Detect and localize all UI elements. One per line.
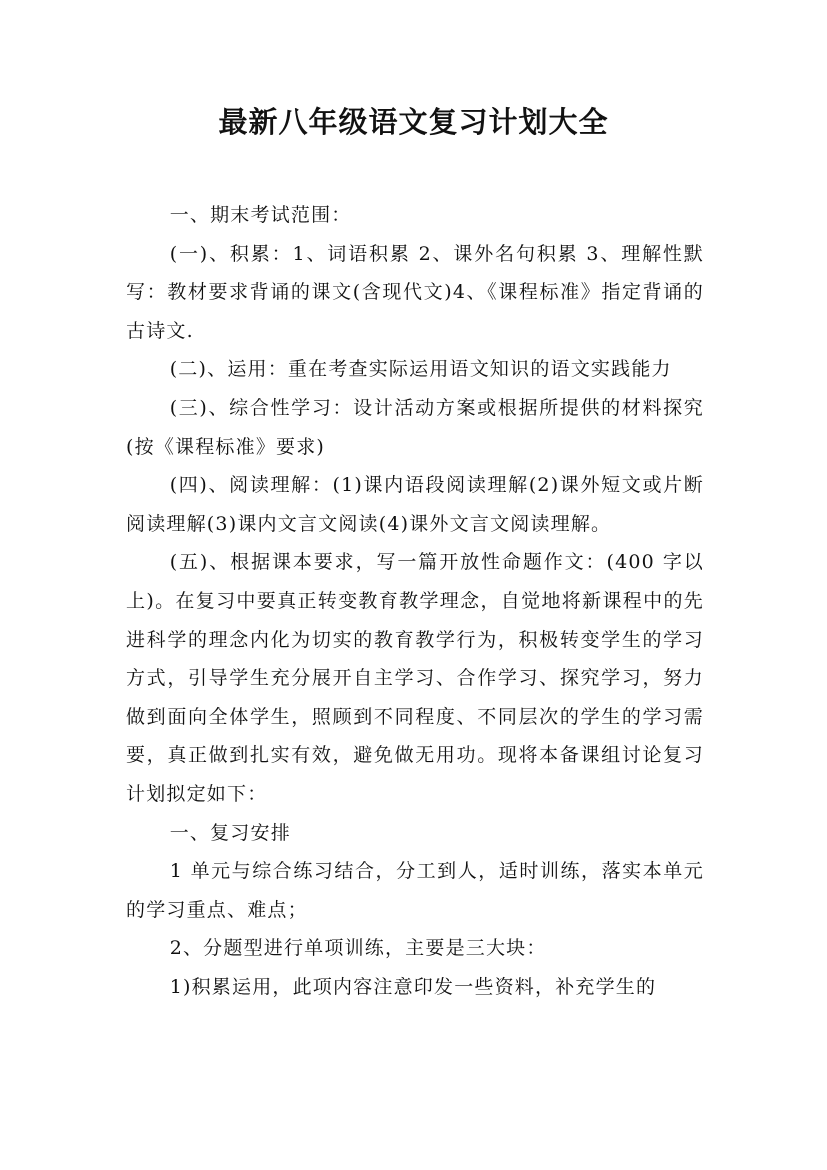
document-title: 最新八年级语文复习计划大全: [218, 105, 609, 139]
paragraph-unit-review: 1 单元与综合练习结合，分工到人，适时训练，落实本单元的学习重点、难点；: [126, 860, 704, 921]
paragraph-reading-comprehension: (四)、阅读理解：(1)课内语段阅读理解(2)课外短文或片断阅读理解(3)课内文言文阅读(4)课外文言文阅读理解。: [126, 474, 704, 535]
paragraph-exam-scope-heading: 一、期末考试范围：: [169, 204, 352, 226]
paragraph-question-type-training: 2、分题型进行单项训练，主要是三大块：: [169, 937, 547, 960]
document-body: [126, 196, 704, 1006]
paragraph-composition: (五)、根据课本要求，写一篇开放性命题作文：(400 字以上)。在复习中要真正转变教育教学理念，自觉地将新课程中的先进科学的理念内化为切实的教育教学行为，积极转变学生的学习方式，引导学生充分展开自主学习、合作学习、探究学习，努力做到面向全体学生，照顾到不同程度、不同层次的学生的学习需要，真正做到扎实有效，避免做无用功。现将本备课组讨论复习计划拟定如下：: [126, 551, 704, 805]
paragraph-accumulation: (一)、积累：1、词语积累 2、课外名句积累 3、理解性默写：教材要求背诵的课文(含现代文)4、《课程标准》指定背诵的古诗文.: [126, 242, 704, 342]
paragraph-review-arrangement-heading: 一、复习安排: [169, 821, 291, 844]
paragraph-comprehensive-study: (三)、综合性学习：设计活动方案或根据所提供的材料探究(按《课程标准》要求): [126, 396, 704, 458]
paragraph-application: (二)、运用：重在考查实际运用语文知识的语文实践能力: [169, 358, 672, 381]
paragraph-accumulation-application: 1)积累运用，此项内容注意印发一些资料，补充学生的: [169, 975, 657, 998]
